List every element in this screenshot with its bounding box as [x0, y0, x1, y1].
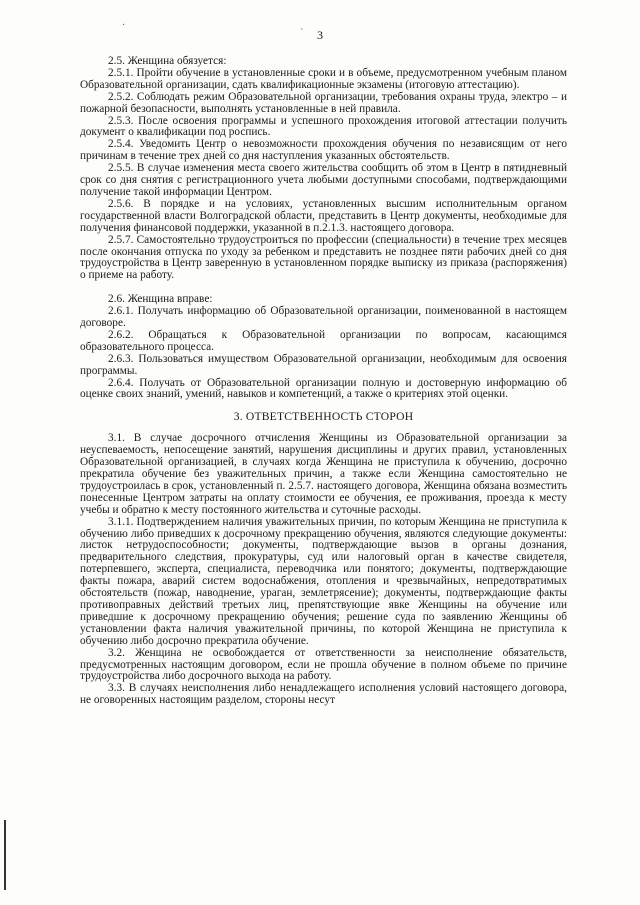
section-2-5-title: 2.5. Женщина обязуется:	[108, 55, 227, 67]
clause-3-2: 3.2. Женщина не освобождается от ответственности за неисполнение обязательств, предусмотренных настоящим договором, если не прошла обучение в полном объеме по причине трудоустройства либо досрочного выхода на работу.	[80, 646, 567, 683]
clause-2-6-4: 2.6.4. Получать от Образовательной организации полную и достоверную информацию об оценке своих знаний, умений, навыков и компетенций, а также о критериях этой оценки.	[80, 376, 567, 401]
clause-2-6-3: 2.6.3. Пользоваться имуществом Образовательной организации, необходимым для освоения программы.	[80, 352, 567, 377]
clause-2-5-6: 2.5.6. В порядке и на условиях, установленных высшим исполнительным органом государственной власти Волгоградской области, представить в Центр документы, необходимые для получения финансовой поддержки, указанной в п.2.1.3. настоящего договора.	[80, 197, 567, 234]
clause-2-6-1: 2.6.1. Получать информацию об Образовательной организации, поименованной в настоящем договоре.	[80, 305, 567, 330]
clause-2-5-5: 2.5.5. В случае изменения места своего жительства сообщить об этом в Центр в пятидневный срок со дня снятия с регистрационного учета любыми доступными способами, подтверждающими получение такой информации Центром.	[80, 162, 567, 198]
clause-2-5-1: 2.5.1. Пройти обучение в установленные сроки и в объеме, предусмотренном учебным планом Образовательной организации, сдать квалификационные экзамены (итоговую аттестацию).	[80, 66, 567, 91]
clause-2-6-2: 2.6.2. Обращаться к Образовательной организации по вопросам, касающимся образовательного процесса.	[80, 328, 567, 353]
scan-mark-right: `	[300, 28, 304, 39]
clause-3-1: 3.1. В случае досрочного отчисления Женщины из Образовательной организации за неуспеваемость, непосещение занятий, нарушения дисциплины и других правил, установленных Образовательной организацией, в случаях когда Женщина не приступила к обучению, досрочно прекратила обучение без уважительных причин, а также если Женщина самостоятельно не трудоустроилась в срок, установленный п. 2.5.7. настоящего договора, Женщина обязана возместить понесенные Центром затраты на оплату стоимости ее обучения, ее проживания, проезда к месту учебы и обратно к месту постоянного жительства и суточные расходы.	[80, 432, 567, 516]
clause-2-5-3: 2.5.3. После освоения программы и успешного прохождения итоговой аттестации получить документ о квалификации под роспись.	[80, 114, 567, 139]
clause-2-5-4: 2.5.4. Уведомить Центр о невозможности прохождения обучения по независящим от него причинам в течение трех дней со дня наступления указанных обстоятельств.	[80, 138, 567, 163]
section-3-heading: 3. ОТВЕТСТВЕННОСТЬ СТОРОН	[233, 410, 414, 424]
scan-edge-artifact	[4, 820, 6, 890]
clause-2-5-7: 2.5.7. Самостоятельно трудоустроиться по профессии (специальности) в течение трех месяцев после окончания отпуска по уходу за ребенком и представить не позднее пяти рабочих дней со дня трудоустройства в Центр заверенную в установленном порядке выписку из приказа (распоряжения) о приеме на работу.	[80, 233, 567, 282]
clause-3-3: 3.3. В случаях неисполнения либо ненадлежащего исполнения условий настоящего договора, не оговоренных настоящим разделом, стороны несут	[80, 682, 567, 707]
clause-3-1-1: 3.1.1. Подтверждением наличия уважительных причин, по которым Женщина не приступила к обучению либо приведших к досрочному прекращению обучения, являются следующие документы: листок нетрудоспособности; документы, подтверждающие вызов в органы дознания, предварительного следствия, прокуратуры, суд или налоговый орган в качестве свидетеля, потерпевшего, эксперта, специалиста, переводчика или понятого; документы, подтверждающие факты пожара, аварий систем водоснабжения, отопления и чрезвычайных, непредотвратимых обстоятельств (пожар, наводнение, ураган, землетрясение); документы, подтверждающие факты противоправных действий третьих лиц, препятствующие явке Женщины на обучение или приведшие к досрочному прекращению обучения; решение суда по заявлению Женщины об установлении факта наличия уважительной причины, по которой Женщина не приступила к обучению либо досрочно прекратила обучение.	[80, 515, 567, 647]
document-body	[80, 56, 567, 707]
page-number: 3	[317, 28, 323, 42]
clause-2-5-2: 2.5.2. Соблюдать режим Образовательной организации, требования охраны труда, электро – и пожарной безопасности, выполнять установленные в ней правила.	[80, 90, 567, 115]
section-2-6-title: 2.6. Женщина вправе:	[108, 293, 213, 306]
scan-mark-left: ·	[122, 20, 126, 31]
